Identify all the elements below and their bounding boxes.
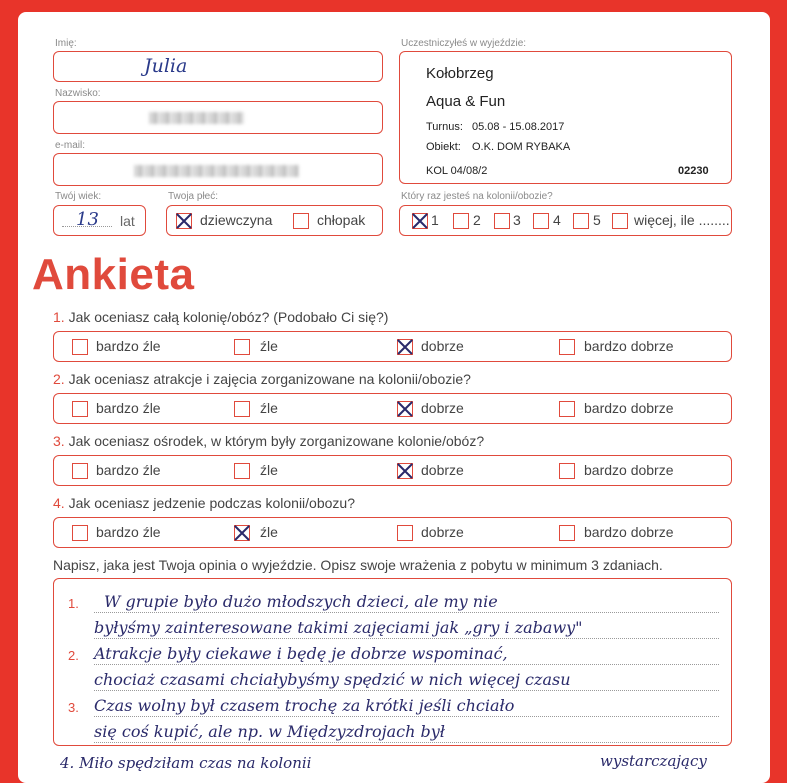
- question-3-number: 3.: [53, 433, 65, 449]
- question-3-text: [53, 433, 484, 449]
- opinion-rule-2: [94, 638, 719, 639]
- q4-option-bad-label: źle: [260, 524, 278, 540]
- question-4-options: [53, 517, 732, 548]
- q3-option-very-bad-checkbox[interactable]: [72, 463, 88, 479]
- q4-option-very-bad-checkbox[interactable]: [72, 525, 88, 541]
- age-unit: lat: [120, 213, 135, 229]
- q3-option-very-good-checkbox[interactable]: [559, 463, 575, 479]
- times-2-checkbox[interactable]: [453, 213, 469, 229]
- times-5-label: 5: [593, 212, 601, 228]
- times-more-checkbox[interactable]: [612, 213, 628, 229]
- opinion-tail-word: wystarczający: [600, 752, 707, 770]
- trip-obiekt-value: O.K. DOM RYBAKA: [472, 141, 571, 153]
- q4-option-very-good-checkbox[interactable]: [559, 525, 575, 541]
- surname-label: Nazwisko:: [55, 88, 101, 99]
- gender-boy-label: chłopak: [317, 212, 366, 228]
- opinion-line-2: byłyśmy zainteresowane takimi zajęciami jak „gry i zabawy": [94, 618, 583, 637]
- q2-option-good-label: dobrze: [421, 400, 464, 416]
- times-label: Który raz jesteś na kolonii/obozie?: [401, 191, 553, 202]
- times-4-label: 4: [553, 212, 561, 228]
- times-1-checkbox[interactable]: [412, 213, 428, 229]
- question-4-text: [53, 495, 355, 511]
- opinion-area[interactable]: [53, 578, 732, 746]
- opinion-prompt: Napisz, jaka jest Twoja opinia o wyjeździe. Opisz swoje wrażenia z pobytu w minimum 3 zdaniach.: [53, 557, 663, 573]
- name-field[interactable]: [53, 51, 383, 82]
- trip-obiekt-label: Obiekt:: [426, 141, 461, 153]
- opinion-number-2: 2.: [68, 648, 79, 663]
- q2-option-bad-label: źle: [260, 400, 278, 416]
- q2-option-very-bad-checkbox[interactable]: [72, 401, 88, 417]
- q3-option-very-good-label: bardzo dobrze: [584, 462, 674, 478]
- trip-turnus-label: Turnus:: [426, 121, 463, 133]
- q1-option-bad-checkbox[interactable]: [234, 339, 250, 355]
- opinion-rule-5: [94, 716, 719, 717]
- opinion-line-1: W grupie było dużo młodszych dzieci, ale my nie: [104, 592, 498, 611]
- trip-program: Aqua & Fun: [426, 93, 506, 110]
- email-redacted: [134, 165, 299, 177]
- opinion-number-1: 1.: [68, 596, 79, 611]
- opinion-line-3: Atrakcje były ciekawe i będę je dobrze wspominać,: [94, 644, 508, 663]
- question-1-number: 1.: [53, 309, 65, 325]
- question-2-number: 2.: [53, 371, 65, 387]
- q1-option-bad-label: źle: [260, 338, 278, 354]
- q2-option-good-checkbox[interactable]: [397, 401, 413, 417]
- opinion-line-4: chociaż czasami chciałybyśmy spędzić w nich więcej czasu: [94, 670, 571, 689]
- gender-girl-label: dziewczyna: [200, 212, 273, 228]
- q4-option-good-checkbox[interactable]: [397, 525, 413, 541]
- q2-option-very-good-checkbox[interactable]: [559, 401, 575, 417]
- q3-option-bad-label: źle: [260, 462, 278, 478]
- age-label: Twój wiek:: [55, 191, 102, 202]
- opinion-rule-1: [94, 612, 719, 613]
- email-field[interactable]: [53, 153, 383, 186]
- times-5-checkbox[interactable]: [573, 213, 589, 229]
- q2-option-very-good-label: bardzo dobrze: [584, 400, 674, 416]
- name-value: Julia: [144, 55, 188, 77]
- surname-field[interactable]: [53, 101, 383, 134]
- question-3-label: Jak oceniasz ośrodek, w którym były zorganizowane kolonie/obóz?: [68, 433, 485, 449]
- q3-option-good-label: dobrze: [421, 462, 464, 478]
- q4-option-good-label: dobrze: [421, 524, 464, 540]
- opinion-line-6: się coś kupić, ale np. w Międzyzdrojach był: [94, 722, 445, 741]
- q1-option-good-checkbox[interactable]: [397, 339, 413, 355]
- question-3-options: [53, 455, 732, 486]
- trip-place: Kołobrzeg: [426, 65, 494, 82]
- times-3-checkbox[interactable]: [494, 213, 510, 229]
- gender-girl-checkbox[interactable]: [176, 213, 192, 229]
- q1-option-very-bad-checkbox[interactable]: [72, 339, 88, 355]
- opinion-number-3: 3.: [68, 700, 79, 715]
- opinion-rule-3: [94, 664, 719, 665]
- times-2-label: 2: [473, 212, 481, 228]
- age-field[interactable]: [53, 205, 146, 236]
- survey-title: Ankieta: [32, 250, 195, 299]
- age-value: 13: [76, 209, 99, 230]
- gender-boy-checkbox[interactable]: [293, 213, 309, 229]
- opinion-rule-4: [94, 690, 719, 691]
- question-4-label: Jak oceniasz jedzenie podczas kolonii/obozu?: [68, 495, 355, 511]
- gender-label: Twoja płeć:: [168, 191, 219, 202]
- times-4-checkbox[interactable]: [533, 213, 549, 229]
- q1-option-good-label: dobrze: [421, 338, 464, 354]
- question-2-options: [53, 393, 732, 424]
- opinion-tail-line: 4. Miło spędziłam czas na kolonii: [60, 754, 312, 772]
- surname-redacted: [149, 112, 244, 124]
- question-1-label: Jak oceniasz całą kolonię/obóz? (Podobało Ci się?): [68, 309, 389, 325]
- gender-group: [166, 205, 383, 236]
- q4-option-very-bad-label: bardzo źle: [96, 524, 161, 540]
- times-1-label: 1: [431, 212, 439, 228]
- q1-option-very-good-label: bardzo dobrze: [584, 338, 674, 354]
- q4-option-bad-checkbox[interactable]: [234, 525, 250, 541]
- times-more-label: więcej, ile ........: [634, 212, 730, 228]
- opinion-line-5: Czas wolny był czasem trochę za krótki jeśli chciało: [94, 696, 515, 715]
- times-3-label: 3: [513, 212, 521, 228]
- times-group: [399, 205, 732, 236]
- q1-option-very-good-checkbox[interactable]: [559, 339, 575, 355]
- q2-option-very-bad-label: bardzo źle: [96, 400, 161, 416]
- q4-option-very-good-label: bardzo dobrze: [584, 524, 674, 540]
- question-1-text: [53, 309, 388, 325]
- trip-code: KOL 04/08/2: [426, 165, 488, 177]
- trip-number: 02230: [678, 165, 709, 177]
- trip-label: Uczestniczyłeś w wyjeździe:: [401, 38, 527, 49]
- name-label: Imię:: [55, 38, 77, 49]
- email-label: e-mail:: [55, 140, 86, 151]
- q1-option-very-bad-label: bardzo źle: [96, 338, 161, 354]
- question-2-text: [53, 371, 471, 387]
- q3-option-bad-checkbox[interactable]: [234, 463, 250, 479]
- question-4-number: 4.: [53, 495, 65, 511]
- trip-box: [399, 51, 732, 184]
- q3-option-good-checkbox[interactable]: [397, 463, 413, 479]
- question-1-options: [53, 331, 732, 362]
- q2-option-bad-checkbox[interactable]: [234, 401, 250, 417]
- opinion-rule-6: [94, 742, 719, 743]
- q3-option-very-bad-label: bardzo źle: [96, 462, 161, 478]
- trip-turnus-value: 05.08 - 15.08.2017: [472, 121, 565, 133]
- question-2-label: Jak oceniasz atrakcje i zajęcia zorganizowane na kolonii/obozie?: [68, 371, 471, 387]
